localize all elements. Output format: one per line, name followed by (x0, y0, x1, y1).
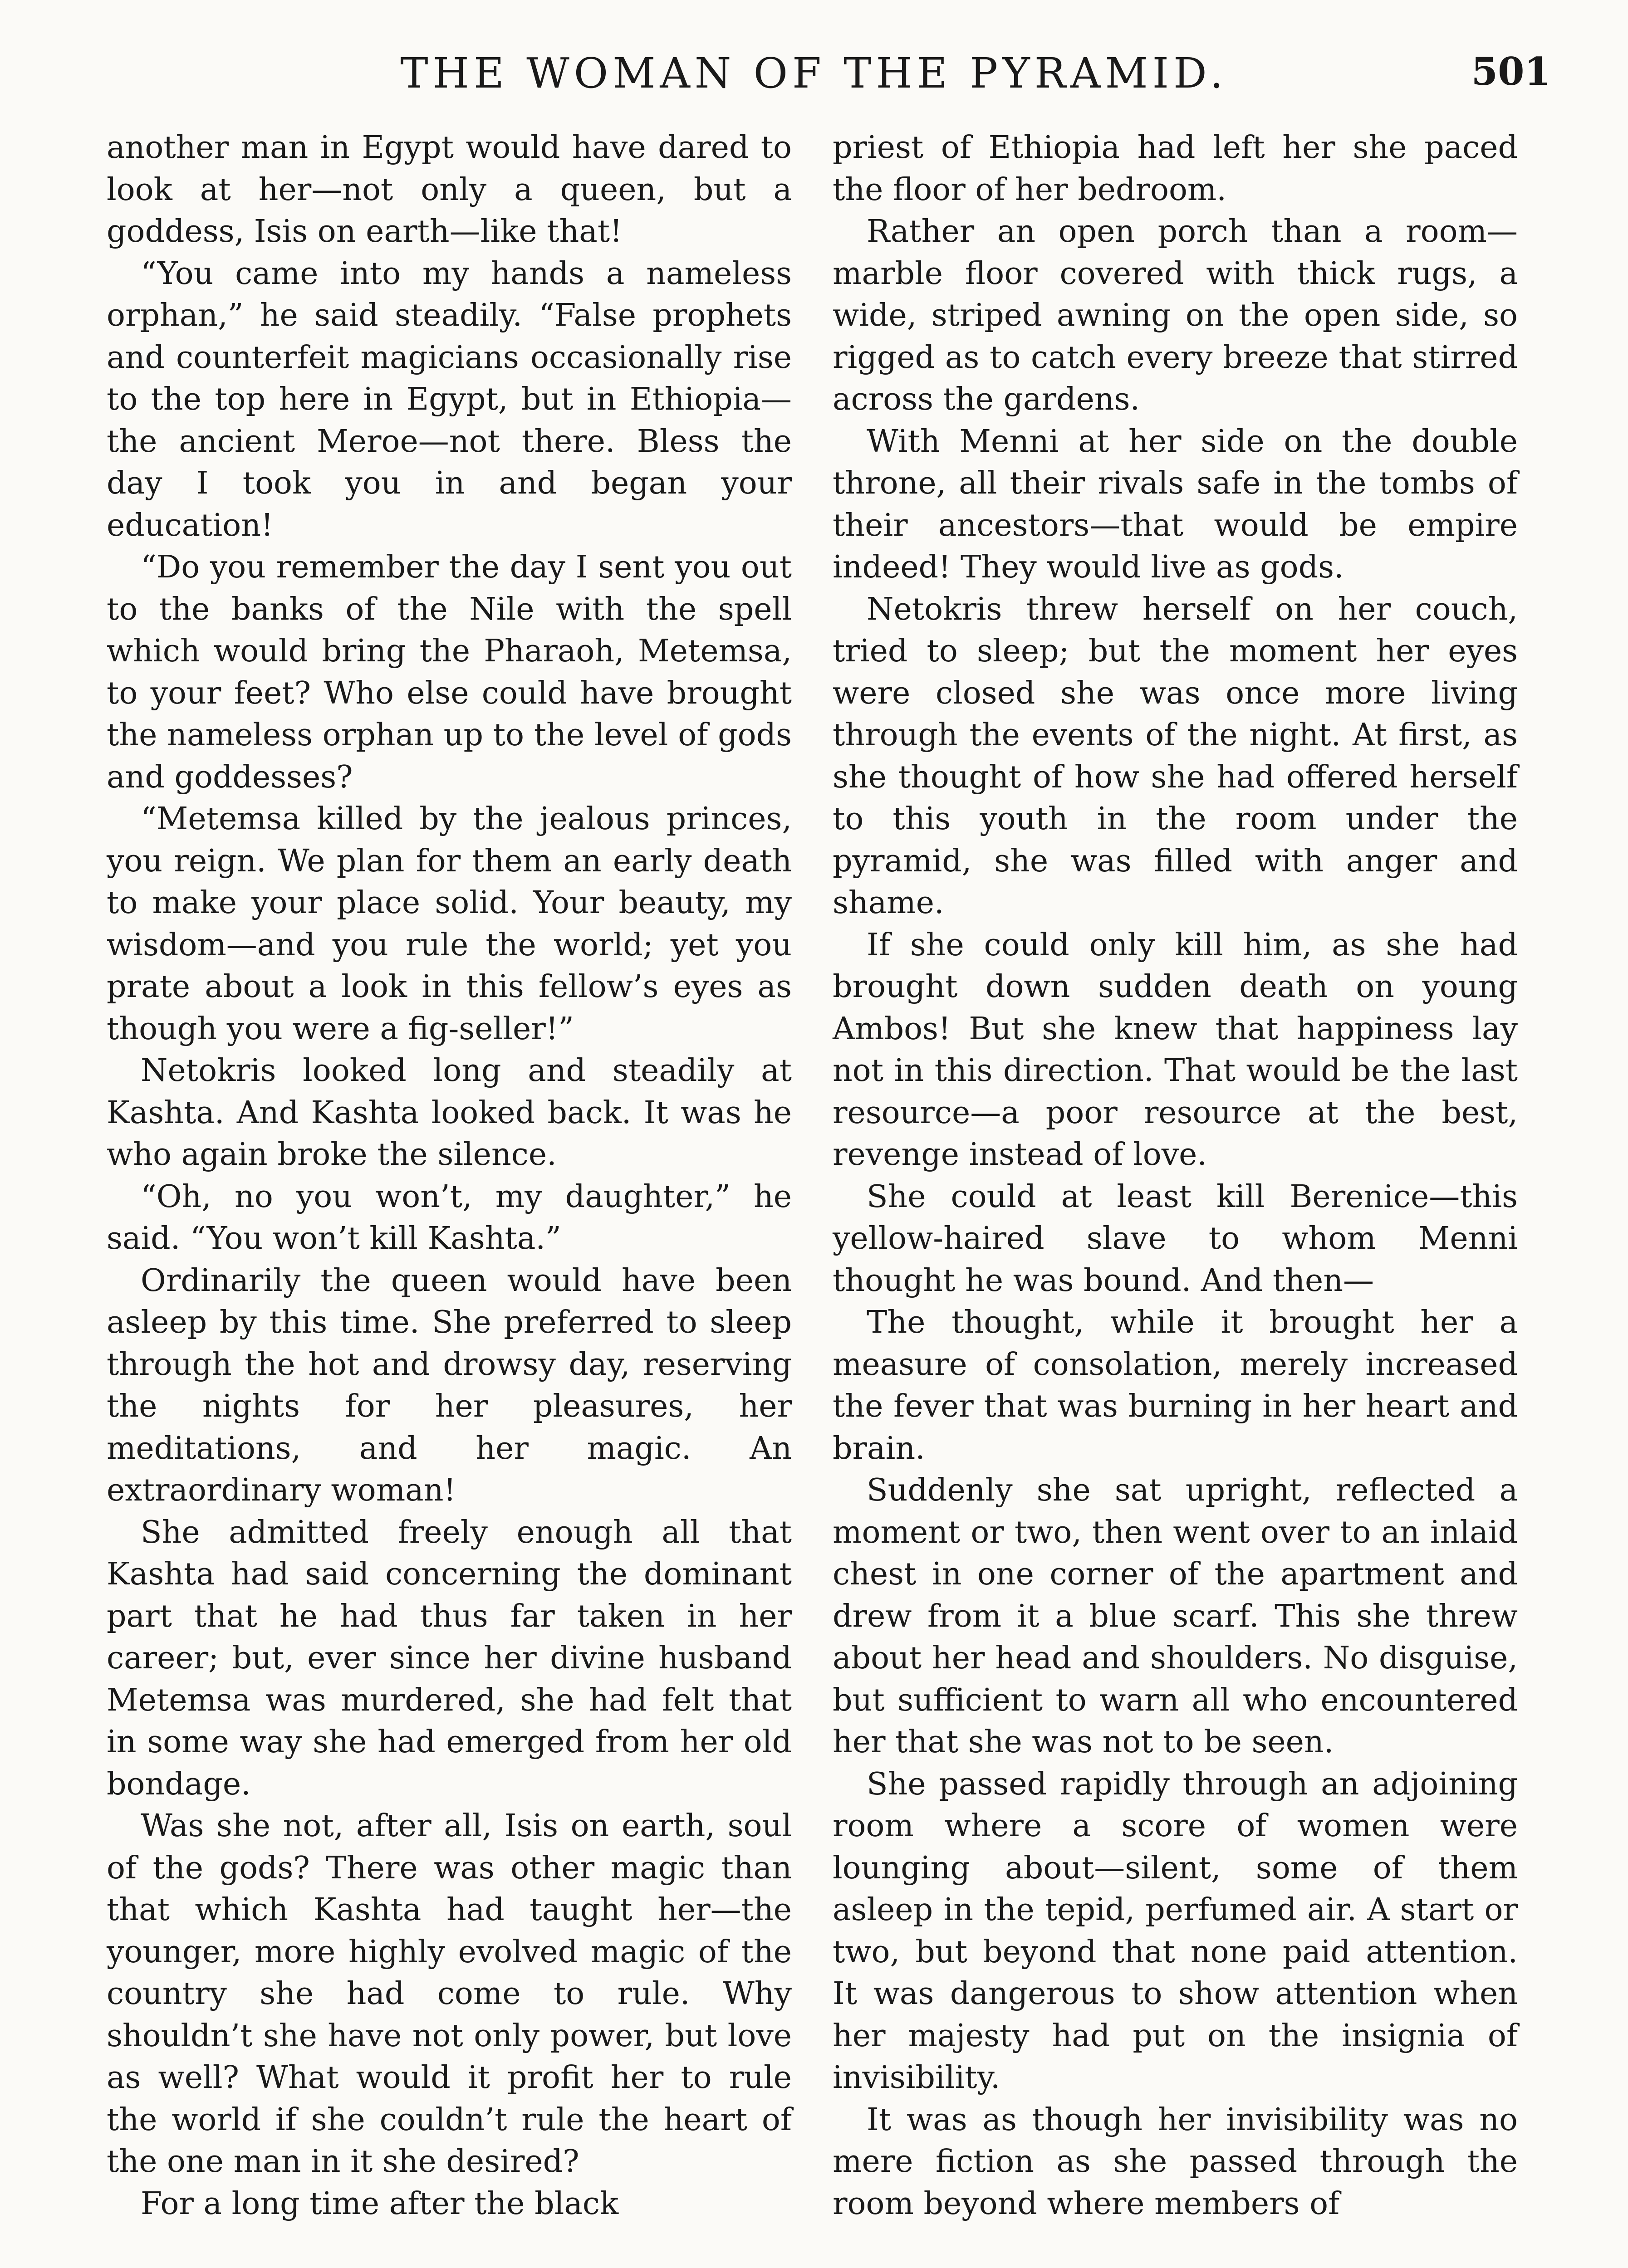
paragraph: Netokris looked long and steadily at Kashta. And Kashta looked back. It was he who again broke the silence. (107, 1053, 792, 1173)
paragraph: “Metemsa killed by the jealous princes, you reign. We plan for them an early death to make your place solid. Your beauty, my wisdom—and you rule the world; yet you prate about a look in this fellow’s eyes as though you were a fig-seller!” (107, 801, 792, 1047)
paragraph: Rather an open porch than a room—marble floor covered with thick rugs, a wide, striped awning on the open side, so rigged as to catch every breeze that stirred across the gardens. (833, 214, 1518, 417)
paragraph: The thought, while it brought her a measure of consolation, merely increased the fever that was burning in her heart and brain. (833, 1305, 1518, 1466)
paragraph: Netokris threw herself on her couch, tried to sleep; but the moment her eyes were closed she was once more living through the events of the night. At first, as she thought of how she had offered herself to this youth in the room under the pyramid, she was filled with anger and shame. (833, 591, 1518, 921)
paragraph: With Menni at her side on the double throne, all their rivals safe in the tombs of their ancestors—that would be empire indeed! They would live as gods. (833, 423, 1518, 585)
paragraph: “Do you remember the day I sent you out to the banks of the Nile with the spell which would bring the Pharaoh, Metemsa, to your feet? Who else could have brought the nameless orphan up to the level of gods and goddesses? (107, 549, 792, 795)
paragraph: another man in Egypt would have dared to look at her—not only a queen, but a goddess, Isis on earth—like that! (107, 130, 792, 249)
paragraph: “You came into my hands a nameless orphan,” he said steadily. “False prophets and counterfeit magicians occasionally rise to the top here in Egypt, but in Ethiopia—the ancient Meroe—not there. Bless the day I took you in and began your education! (107, 255, 792, 543)
paragraph: Was she not, after all, Isis on earth, soul of the gods? There was other magic than that which Kashta had taught her—the younger, more highly evolved magic of the country she had come to rule. Why shouldn’t she have not only power, but love as well? What would it profit her to rule the world if she couldn’t rule the heart of the one man in it she desired? (107, 1808, 792, 2180)
paragraph: She passed rapidly through an adjoining room where a score of women were lounging about—silent, some of them asleep in the tepid, perfumed air. A start or two, but beyond that none paid attention. It was dangerous to show attention when her majesty had put on the insignia of invisibility. (833, 1766, 1518, 2096)
paragraph: She could at least kill Berenice—this yellow-haired slave to whom Menni thought he was bound. And then— (833, 1178, 1518, 1299)
page-number: 501 (1471, 49, 1551, 94)
paragraph: For a long time after the black (141, 2185, 619, 2222)
paragraph: She admitted freely enough all that Kashta had said concerning the dominant part that he had thus far taken in her career; but, ever since her divine husband Metemsa was murdered, she had felt that in some way she had emerged from her old bondage. (107, 1514, 792, 1802)
paragraph: Suddenly she sat upright, reflected a moment or two, then went over to an inlaid chest in one corner of the apartment and drew from it a blue scarf. This she threw about her head and shoulders. No disguise, but sufficient to warn all who encountered her that she was not to be seen. (833, 1472, 1518, 1760)
paragraph: It was as though her invisibility was no mere fiction as she passed through the room beyond where members of (833, 2102, 1518, 2222)
paragraph: priest of Ethiopia had left her she paced the floor of her bedroom. (833, 130, 1518, 208)
right-column (833, 127, 1518, 2225)
paragraph: “Oh, no you won’t, my daughter,” he said. “You won’t kill Kashta.” (107, 1178, 792, 1256)
left-column (107, 127, 792, 2225)
paragraph: Ordinarily the queen would have been asleep by this time. She preferred to sleep through the hot and drowsy day, reserving the nights for her pleasures, her meditations, and her magic. An extraordinary woman! (107, 1262, 792, 1508)
page-header (0, 49, 1628, 103)
paragraph: If she could only kill him, as she had brought down sudden death on young Ambos! But she knew that happiness lay not in this direction. That would be the last resource—a poor resource at the best, revenge instead of love. (833, 927, 1518, 1173)
running-title: THE WOMAN OF THE PYRAMID. (400, 49, 1228, 98)
